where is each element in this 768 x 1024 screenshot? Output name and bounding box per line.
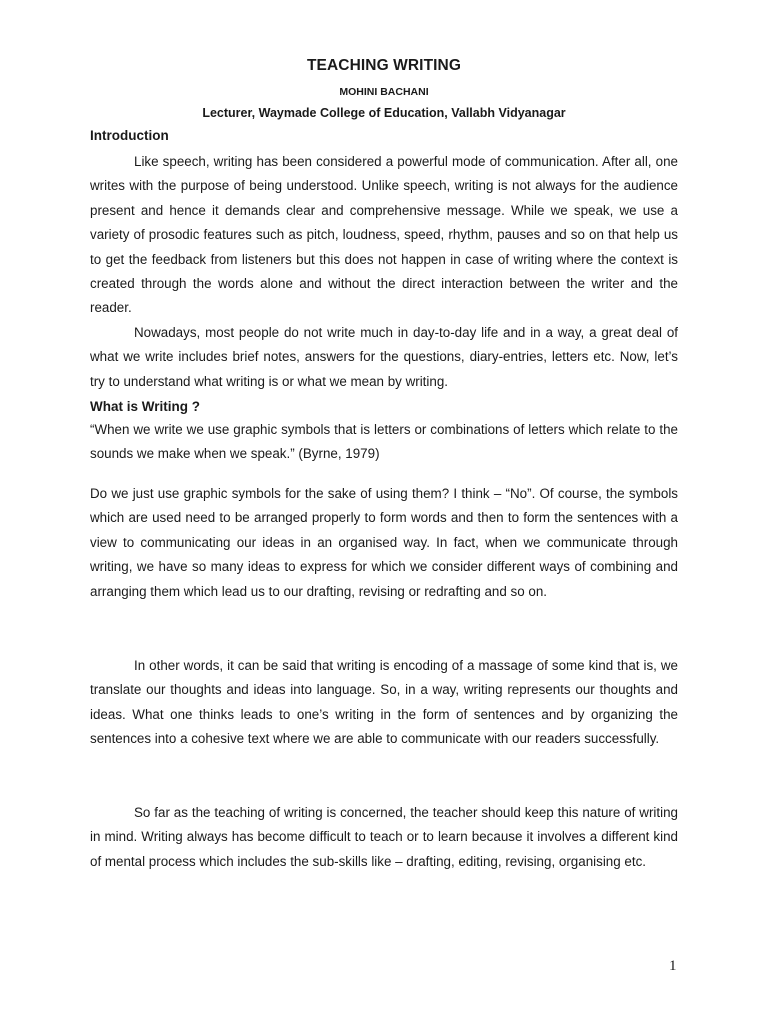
paragraph-graphic-symbols: Do we just use graphic symbols for the sake of using them? I think – “No”. Of course, the symbols which are used need to be arranged properly to form words and then to form the sentences with a view to communicating our ideas in an organised way. In fact, when we communicate through writing, we have so many ideas to express for which we consider different ways of combining and arranging them which lead us to our drafting, revising or redrafting and so on. [90, 486, 678, 599]
paragraph-teaching: So far as the teaching of writing is concerned, the teacher should keep this nature of writing in mind. Writing always has become difficult to teach or to learn because it involves a different kind of mental process which includes the sub-skills like – drafting, editing, revising, organising etc. [90, 805, 678, 869]
paragraph-encoding: In other words, it can be said that writing is encoding of a massage of some kind that is, we translate our thoughts and ideas into language. So, in a way, writing represents our thoughts and ideas. What one thinks leads to one’s writing in the form of sentences and by organizing the sentences into a cohesive text where we are able to communicate with our readers successfully. [90, 658, 678, 747]
page-number: 1 [669, 958, 677, 974]
section-heading-introduction: Introduction [90, 128, 169, 143]
author-name: MOHINI BACHANI [339, 86, 429, 98]
section-heading-what-is-writing: What is Writing ? [90, 399, 200, 414]
paragraph-quote-byrne: “When we write we use graphic symbols that is letters or combinations of letters which relate to the sounds we make when we speak.” (Byrne, 1979) [90, 422, 678, 462]
paragraph-intro-2: Nowadays, most people do not write much in day-to-day life and in a way, a great deal of what we write includes brief notes, answers for the questions, diary-entries, letters etc. Now, let’s try to understand what writing is or what we mean by writing. [90, 325, 678, 389]
document-title: TEACHING WRITING [306, 57, 461, 74]
paragraph-intro-1: Like speech, writing has been considered a powerful mode of communication. After all, one writes with the purpose of being understood. Unlike speech, writing is not always for the audience present and hence it demands clear and comprehensive message. While we speak, we use a variety of prosodic features such as pitch, loudness, speed, rhythm, pauses and so on that help us to get the feedback from listeners but this does not happen in case of writing where the context is created through the words alone and without the direct interaction between the writer and the reader. [90, 154, 678, 316]
author-affiliation: Lecturer, Waymade College of Education, Vallabh Vidyanagar [202, 106, 566, 120]
